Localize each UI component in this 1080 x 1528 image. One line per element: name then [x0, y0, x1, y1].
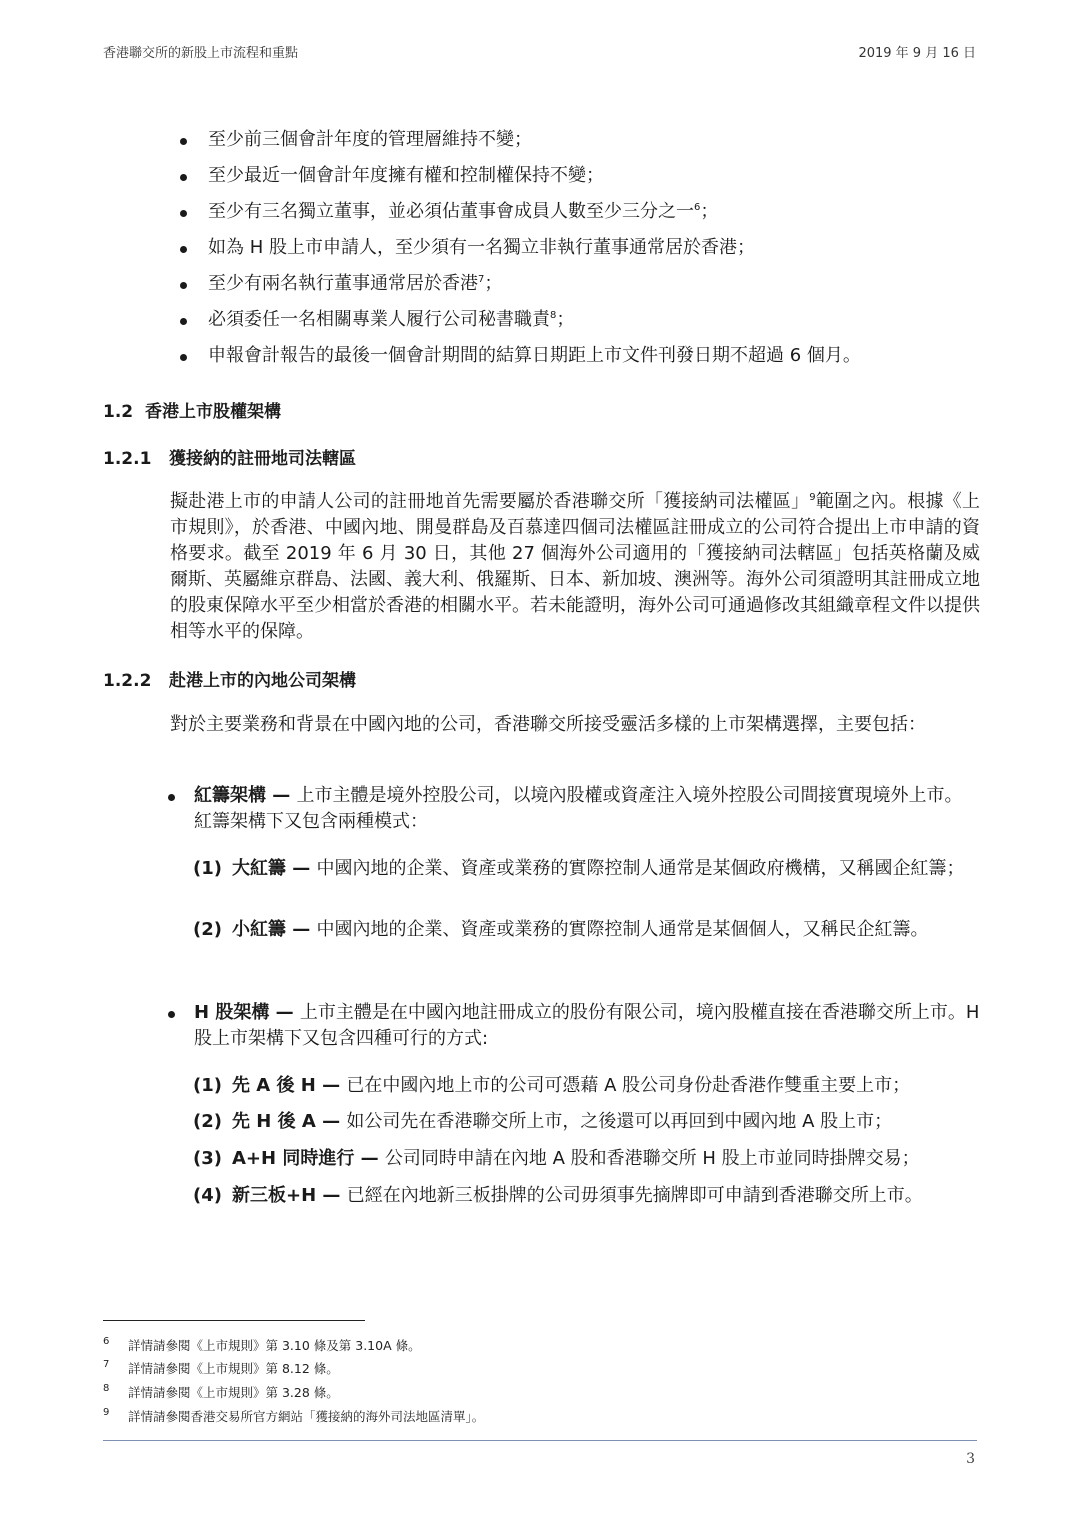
footnote-ref[interactable]: 6: [694, 202, 701, 213]
bullet-icon: [168, 794, 175, 801]
list-item: (2) 先 H 後 A — 如公司先在香港聯交所上市，之後還可以再回到中國內地 A 股上市；: [193, 1111, 893, 1132]
list-item: 至少有兩名執行董事通常居於香港$^7$；: [180, 271, 980, 297]
list-item: 必須委任一名相關專業人履行公司秘書職責$^8$；: [180, 307, 980, 333]
requirements-list: [180, 127, 980, 379]
footnote[interactable]: 9 詳情請參閱香港交易所官方網站「獲接納的海外司法地區清單」。: [103, 1407, 485, 1424]
footnote: 8 詳情請參閱《上市規則》第 3.28 條。: [103, 1383, 339, 1400]
list-item: H 股架構 — 上市主體是在中國內地註冊成立的股份有限公司，境內股權直接在香港聯交所上市。H 股上市架構下又包含四種可行的方式:: [168, 1000, 980, 1052]
list-item: 紅籌架構 — 上市主體是境外控股公司，以境內股權或資產注入境外控股公司間接實現境外上市。紅籌架構下又包含兩種模式：: [168, 783, 980, 835]
list-item: 如為 H 股上市申請人，至少須有一名獨立非執行董事通常居於香港；: [180, 235, 980, 261]
list-item: 至少有三名獨立董事，並必須佔董事會成員人數至少三分之一$^6$；: [180, 199, 980, 225]
footnote-ref[interactable]: 9: [809, 492, 816, 503]
jurisdiction-paragraph: 擬赴港上市的申請人公司的註冊地首先需要屬於香港聯交所「獲接納司法權區」$^9$範圍之內。根據《上市規則》，於香港、中國內地、開曼群島及百慕達四個司法權區註冊成立的公司符合提出上市申請的資格要求。截至 2019 年 6 月 30 日，其他 27 個海外公司適用的「獲接納司法轄區」包括英格蘭及威爾斯、英屬維京群島、法國、義大利、俄羅斯、日本、新加坡、澳洲等。海外公司須證明其註冊成立地的股東保障水平至少相當於香港的相關水平。若未能證明，海外公司可通過修改其組織章程文件以提供相等水平的保障。: [170, 491, 981, 642]
list-item: 至少前三個會計年度的管理層維持不變；: [180, 127, 980, 153]
list-item: (3) A+H 同時進行 — 公司同時申請在內地 A 股和香港聯交所 H 股上市並同時掛牌交易；: [193, 1148, 920, 1169]
list-item: 至少最近一個會計年度擁有權和控制權保持不變；: [180, 163, 980, 189]
list-item: (2) 小紅籌 — 中國內地的企業、資產或業務的實際控制人通常是某個個人，又稱民企紅籌。: [193, 919, 929, 940]
bullet-icon: [180, 282, 187, 289]
page-number: 3: [966, 1451, 975, 1467]
header-title: 香港聯交所的新股上市流程和重點: [103, 46, 299, 61]
section-heading: 1.2 香港上市股權架構: [103, 402, 281, 422]
footnote-divider: [103, 1320, 365, 1321]
bullet-icon: [180, 246, 187, 253]
footnote-ref[interactable]: 8: [550, 310, 557, 321]
header-date: 2019 年 9 月 16 日: [858, 46, 976, 61]
bullet-icon: [180, 318, 187, 325]
footnote-ref[interactable]: 7: [478, 274, 485, 285]
bullet-icon: [180, 354, 187, 361]
footnote: 7 詳情請參閱《上市規則》第 8.12 條。: [103, 1359, 339, 1376]
footnote: 6 詳情請參閱《上市規則》第 3.10 條及第 3.10A 條。: [103, 1336, 421, 1353]
structure-intro: 對於主要業務和背景在中國內地的公司，香港聯交所接受靈活多樣的上市架構選擇，主要包括：: [170, 714, 926, 735]
bullet-icon: [168, 1011, 175, 1018]
list-item: (1) 先 A 後 H — 已在中國內地上市的公司可憑藉 A 股公司身份赴香港作雙重主要上市；: [193, 1075, 911, 1096]
bullet-icon: [180, 174, 187, 181]
footer-divider: [103, 1440, 977, 1441]
subsection-heading: 1.2.1 獲接納的註冊地司法轄區: [103, 449, 356, 469]
bullet-icon: [180, 138, 187, 145]
bullet-icon: [180, 210, 187, 217]
list-item: 申報會計報告的最後一個會計期間的結算日期距上市文件刊發日期不超過 6 個月。: [180, 343, 980, 369]
list-item: (1) 大紅籌 — 中國內地的企業、資產或業務的實際控制人通常是某個政府機構，又稱國企紅籌；: [193, 858, 965, 879]
list-item: (4) 新三板+H — 已經在內地新三板掛牌的公司毋須事先摘牌即可申請到香港聯交所上市。: [193, 1185, 923, 1206]
subsection-heading: 1.2.2 赴港上市的內地公司架構: [103, 671, 356, 691]
